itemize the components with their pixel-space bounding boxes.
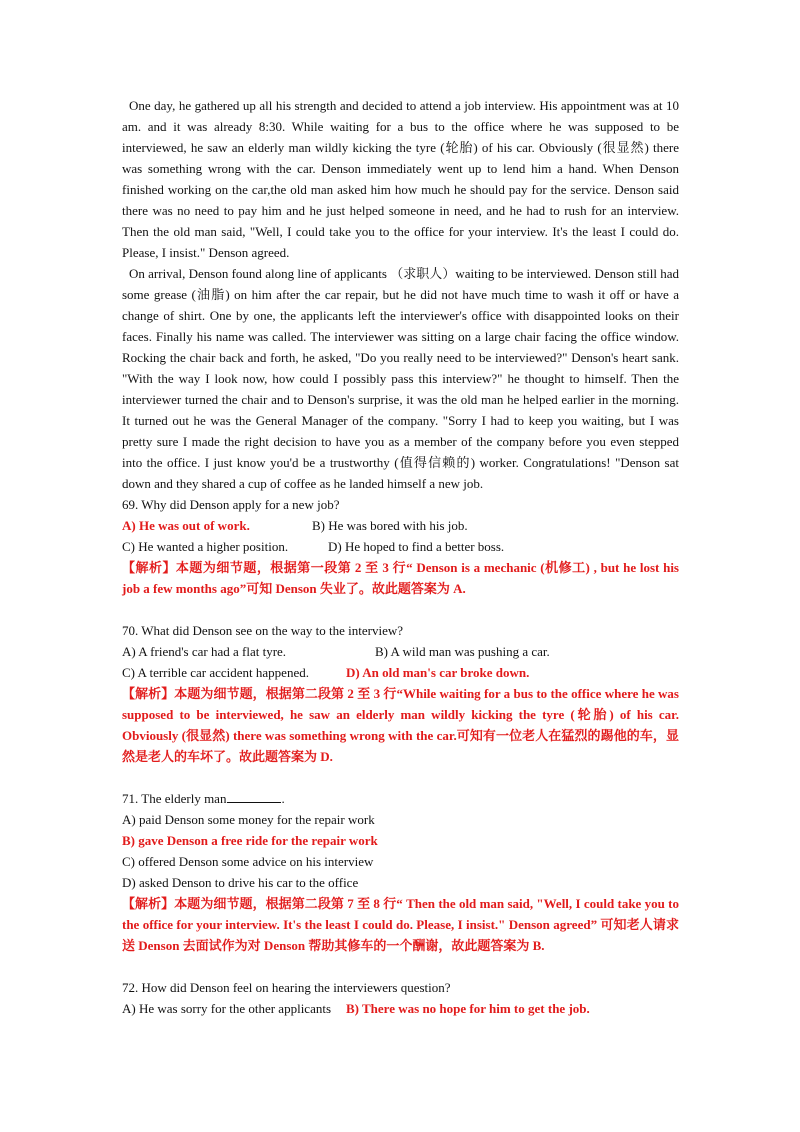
spacer: [122, 956, 679, 977]
q69-option-b: B) He was bored with his job.: [312, 518, 468, 533]
q71-option-c: C) offered Denson some advice on his interview: [122, 854, 374, 869]
q71-option-d: D) asked Denson to drive his car to the office: [122, 875, 359, 890]
question-72: 72. How did Denson feel on hearing the interviewers question?: [122, 980, 451, 995]
q69-option-a-correct: A) He was out of work.: [122, 518, 250, 533]
q70-option-b: B) A wild man was pushing a car.: [375, 644, 550, 659]
q69-options-row-2: [122, 536, 679, 557]
question-71: [122, 788, 679, 809]
spacer: [122, 599, 679, 620]
question-70: 70. What did Denson see on the way to the interview?: [122, 623, 403, 638]
q70-options-row-2: [122, 662, 679, 683]
passage-paragraph-2: On arrival, Denson found along line of applicants （求职人）waiting to be interviewed. Denson still had some grease (油脂) on him after the car repair, but he did not have much time to wash it off or have a change of shirt. One by one, the applicants left the interviewer's office with disappointed looks on their faces. Finally his name was called. The interviewer was sitting on a large chair facing the office window. Rocking the chair back and forth, he asked, "Do you really need to be interviewed?" Denson's heart sank. "With the way I look now, how could I possibly pass this interview?" he thought to himself. Then the interviewer turned the chair and to Denson's surprise, it was the old man he helped earlier in the morning. It turned out he was the General Manager of the company. "Sorry I had to keep you waiting, but I was pretty sure I made the right decision to have you as a member of the company before you even stepped into the office. I just know you'd be a trustworthy (值得信赖的) worker. Congratulations! "Denson sat down and they shared a cup of coffee as he landed himself a new job.: [122, 266, 679, 491]
answer-blank: [227, 788, 281, 803]
q71-option-b-correct: B) gave Denson a free ride for the repair work: [122, 833, 378, 848]
q72-option-a: A) He was sorry for the other applicants: [122, 1001, 332, 1016]
q71-analysis: 【解析】本题为细节题，根据第二段第 7 至 8 行“ Then the old man said, "Well, I could take you to the office for your interview. It's the least I could do. Please, I insist." Denson agreed” 可知老人请求送 Denson 去面试作为对 Denson 帮助其修车的一个酬谢，故此题答案为 B.: [122, 896, 679, 953]
q72-options-row-1: [122, 998, 679, 1019]
q70-option-d-correct: D) An old man's car broke down.: [346, 665, 530, 680]
spacer: [122, 767, 679, 788]
question-69: 69. Why did Denson apply for a new job?: [122, 497, 340, 512]
question-71-text: 71. The elderly man: [122, 791, 227, 806]
document-page: [122, 95, 679, 1019]
q69-option-c: C) He wanted a higher position.: [122, 539, 289, 554]
q70-option-a: A) A friend's car had a flat tyre.: [122, 644, 287, 659]
q69-options-row-1: [122, 515, 679, 536]
q69-option-d: D) He hoped to find a better boss.: [328, 539, 505, 554]
q69-analysis: 【解析】本题为细节题，根据第一段第 2 至 3 行“ Denson is a mechanic (机修工) , but he lost his job a few months ago”可知 Denson 失业了。故此题答案为 A.: [122, 560, 679, 596]
q70-option-c: C) A terrible car accident happened.: [122, 665, 309, 680]
q72-option-b-correct: B) There was no hope for him to get the job.: [346, 1001, 590, 1016]
q70-options-row-1: [122, 641, 679, 662]
passage-paragraph-1: One day, he gathered up all his strength and decided to attend a job interview. His appointment was at 10 am. and it was already 8:30. While waiting for a bus to the office where he was supposed to be interviewed, he saw an elderly man wildly kicking the tyre (轮胎) of his car. Obviously (很显然) there was something wrong with the car. Denson immediately went up to lend him a hand. When Denson finished working on the car,the old man asked him how much he should pay for the service. Denson said there was no need to pay him and he just helped someone in need, and he had to rush for an interview. Then the old man said, "Well, I could take you to the office for your interview. It's the least I could do. Please, I insist." Denson agreed.: [122, 98, 679, 260]
question-71-end: .: [281, 791, 285, 806]
q70-analysis: 【解析】本题为细节题，根据第二段第 2 至 3 行“While waiting for a bus to the office where he was supposed to be interviewed, he saw an elderly man wildly kicking the tyre (轮胎) of his car. Obviously (很显然) there was something wrong with the car.可知有一位老人在猛烈的踢他的车，显然是老人的车坏了。故此题答案为 D.: [122, 686, 679, 764]
q71-option-a: A) paid Denson some money for the repair work: [122, 812, 375, 827]
